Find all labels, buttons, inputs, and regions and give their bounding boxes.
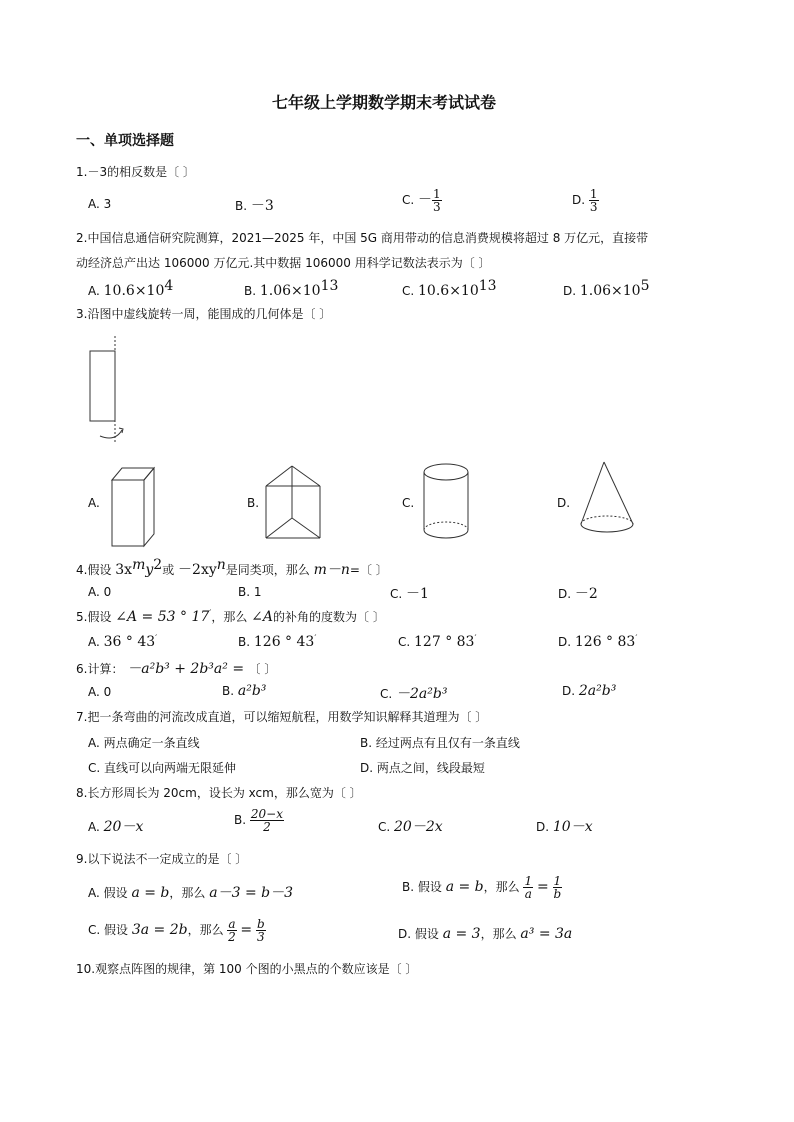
question-3-stem: 3.沿图中虚线旋转一周，能围成的几何体是〔 〕 — [76, 307, 332, 321]
question-9-stem: 9.以下说法不一定成立的是〔 〕 — [76, 852, 248, 866]
q5-option-c: C. 127 ° 83′ — [398, 634, 477, 650]
cylinder-shape — [420, 462, 472, 542]
q9-option-a: A. 假设 a = b，那么 a－3 = b－3 — [88, 885, 293, 901]
question-1-stem: 1.－3的相反数是〔 〕 — [76, 165, 195, 179]
section-heading: 一、单项选择题 — [76, 133, 174, 149]
q7-option-a: A. 两点确定一条直线 — [88, 736, 200, 750]
q3-option-a-label: A. — [88, 496, 100, 510]
q9-option-b: B. 假设 a = b，那么 $\frac{1}{a}$ = $\frac{1}{b}$ — [402, 874, 562, 901]
q6-option-b: B. a²b³ — [222, 683, 267, 699]
q3-option-d-label: D. — [557, 496, 571, 510]
q5-option-a: A. 36 ° 43′ — [88, 634, 158, 650]
question-5-stem: 5.假设 ∠A = 53 ° 17′，那么 ∠A的补角的度数为〔 〕 — [76, 609, 385, 625]
q8-option-b: B. $\frac{20-x}{2}$ — [234, 807, 283, 834]
q4-option-b: B. 1 — [238, 585, 262, 599]
question-4-stem: 4.假设 $3x^my^2$或 $-2xy^n$是同类项，那么 m－n=〔 〕 — [76, 557, 388, 578]
triangular-prism-shape — [262, 462, 324, 542]
q5-option-b: B. 126 ° 43′ — [238, 634, 317, 650]
question-7-stem: 7.把一条弯曲的河流改成直道，可以缩短航程，用数学知识解释其道理为〔 〕 — [76, 710, 488, 724]
q2-option-a: A. $10.6\times 10^4$ — [88, 278, 174, 299]
q7-option-c: C. 直线可以向两端无限延伸 — [88, 761, 237, 775]
question-6-stem: 6.计算： －a²b³ + 2b³a² = 〔 〕 — [76, 661, 277, 677]
question-2-line1: 2.中国信息通信研究院测算，2021—2025 年，中国 5G 商用带动的信息消费规模将超过 8 万亿元，直接带 — [76, 231, 649, 245]
cone-shape — [576, 458, 638, 542]
q1-option-b: B. －3 — [235, 198, 274, 214]
q8-option-c: C. 20－2x — [378, 819, 443, 835]
q3-option-b-label: B. — [247, 496, 260, 510]
q4-option-d: D. －2 — [558, 586, 598, 602]
q4-option-a: A. 0 — [88, 585, 112, 599]
q2-option-d: D. $1.06\times 10^5$ — [563, 278, 650, 299]
q6-option-c: C. －2a²b³ — [380, 686, 448, 702]
q6-option-d: D. 2a²b³ — [562, 683, 617, 699]
question-2-line2: 动经济总产出达 106000 万亿元.其中数据 106000 用科学记数法表示为〔 〕 — [76, 256, 491, 270]
q7-option-d: D. 两点之间，线段最短 — [360, 761, 485, 775]
q6-option-a: A. 0 — [88, 685, 112, 699]
question-10-stem: 10.观察点阵图的规律，第 100 个图的小黑点的个数应该是〔 〕 — [76, 962, 418, 976]
q1-option-a: A. 3 — [88, 197, 112, 211]
q8-option-a: A. 20－x — [88, 819, 144, 835]
q4-option-c: C. －1 — [390, 586, 429, 602]
q7-option-b: B. 经过两点有且仅有一条直线 — [360, 736, 520, 750]
q9-option-d: D. 假设 a = 3，那么 a³ = 3a — [398, 926, 573, 942]
q2-option-b: B. $1.06\times 10^{13}$ — [244, 278, 339, 299]
question-8-stem: 8.长方形周长为 20cm，设长为 xcm，那么宽为〔 〕 — [76, 786, 362, 800]
q5-option-d: D. 126 ° 83′ — [558, 634, 638, 650]
q2-option-c: C. $10.6\times 10^{13}$ — [402, 278, 497, 299]
rectangular-prism-shape — [108, 464, 158, 549]
q9-option-c: C. 假设 3a = 2b，那么 $\frac{a}{2}$ = $\frac{b}{3}$ — [88, 917, 265, 944]
rotation-figure — [82, 336, 132, 446]
q8-option-d: D. 10－x — [536, 819, 593, 835]
q1-option-d: D. $\frac{1}{3}$ — [572, 187, 598, 214]
page-title: 七年级上学期数学期末考试试卷 — [272, 93, 497, 112]
q1-option-c: C. － $\frac{1}{3}$ — [402, 187, 441, 214]
q3-option-c-label: C. — [402, 496, 415, 510]
